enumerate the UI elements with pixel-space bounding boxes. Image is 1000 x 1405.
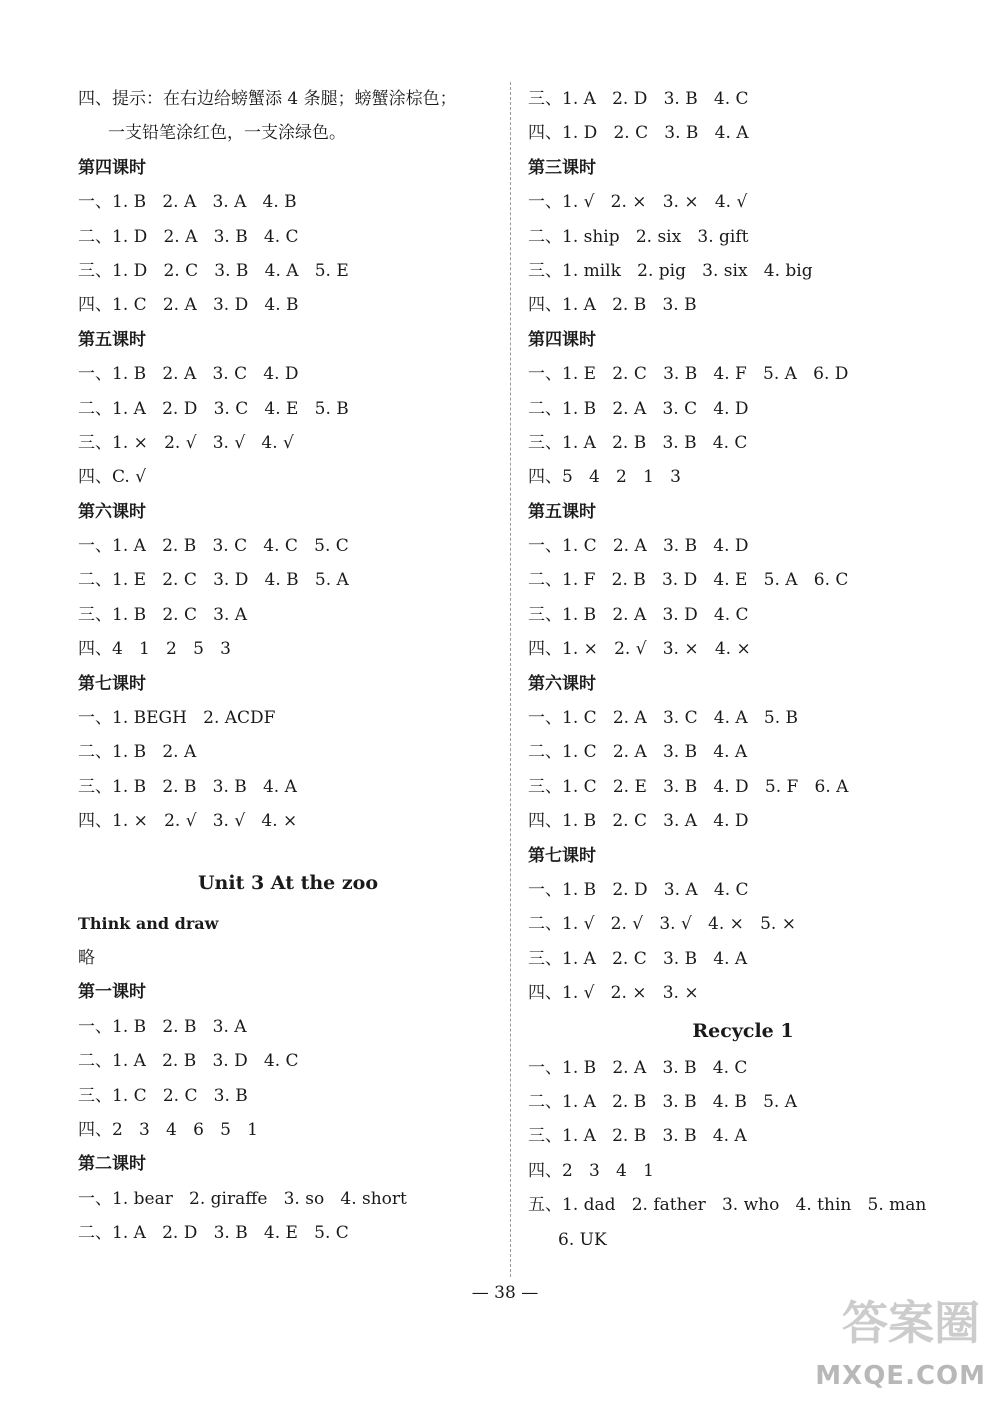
answer-line: 四、1. × 2. √ 3. √ 4. ×	[78, 811, 298, 832]
answer-line: 二、1. F 2. B 3. D 4. E 5. A 6. C	[528, 570, 849, 591]
answer-line: 6. UK	[558, 1229, 607, 1250]
answer-line: 四、4 1 2 5 3	[78, 639, 231, 660]
lesson-6-title: 第六课时	[528, 673, 596, 694]
lesson-4-title: 第四课时	[78, 157, 146, 178]
lesson-5-title: 第五课时	[528, 501, 596, 522]
column-divider	[510, 82, 511, 1277]
answer-line: 一、1. bear 2. giraffe 3. so 4. short	[78, 1188, 407, 1209]
answer-line: 一、1. √ 2. × 3. × 4. √	[528, 192, 748, 213]
answer-line: 四、1. × 2. √ 3. × 4. ×	[528, 639, 751, 660]
answer-line: 二、1. A 2. D 3. C 4. E 5. B	[78, 398, 349, 419]
watermark-text: MXQE.COM	[815, 1361, 986, 1391]
answer-line: 三、1. A 2. D 3. B 4. C	[528, 89, 749, 109]
recycle-title: Recycle 1	[692, 1019, 794, 1042]
answer-line: 三、1. B 2. A 3. D 4. C	[528, 604, 749, 625]
answer-line: 三、1. D 2. C 3. B 4. A 5. E	[78, 260, 349, 281]
answer-line: 二、1. A 2. B 3. D 4. C	[78, 1051, 299, 1072]
answer-line: 四、5 4 2 1 3	[528, 467, 681, 488]
answer-line: 二、1. A 2. B 3. B 4. B 5. A	[528, 1091, 797, 1112]
answer-line: 二、1. B 2. A 3. C 4. D	[528, 398, 749, 419]
answer-line: 一、1. B 2. A 3. C 4. D	[78, 364, 299, 385]
answer-line: 四、1. A 2. B 3. B	[528, 295, 697, 316]
answer-line: 二、1. D 2. A 3. B 4. C	[78, 226, 299, 247]
think-and-draw-body: 略	[78, 947, 95, 968]
answer-line: 三、1. C 2. E 3. B 4. D 5. F 6. A	[528, 776, 849, 797]
answer-line: 一、1. B 2. D 3. A 4. C	[528, 879, 749, 900]
watermark	[776, 1287, 986, 1397]
answer-line: 二、1. A 2. D 3. B 4. E 5. C	[78, 1223, 349, 1244]
answer-line: 二、1. E 2. C 3. D 4. B 5. A	[78, 570, 349, 591]
answer-line: 二、1. C 2. A 3. B 4. A	[528, 742, 748, 763]
answer-line: 三、1. B 2. C 3. A	[78, 604, 248, 625]
answer-line: 四、C. √	[78, 467, 147, 488]
right-column	[528, 82, 958, 1257]
answer-line: 四、1. C 2. A 3. D 4. B	[78, 295, 299, 316]
lesson-2-title: 第二课时	[78, 1154, 146, 1175]
answer-line: 四、2 3 4 6 5 1	[78, 1119, 258, 1140]
hint-line-2: 一支铅笔涂红色，一支涂绿色。	[108, 123, 346, 144]
think-and-draw-title: Think and draw	[78, 913, 219, 933]
answer-line: 二、1. ship 2. six 3. gift	[528, 226, 749, 247]
lesson-6-title: 第六课时	[78, 501, 146, 522]
answer-line: 一、1. BEGH 2. ACDF	[78, 708, 276, 729]
answer-line: 五、1. dad 2. father 3. who 4. thin 5. man	[528, 1195, 927, 1216]
answer-line: 三、1. milk 2. pig 3. six 4. big	[528, 260, 813, 281]
answer-line: 三、1. A 2. C 3. B 4. A	[528, 948, 748, 969]
answer-line: 一、1. E 2. C 3. B 4. F 5. A 6. D	[528, 364, 849, 385]
answer-line: 一、1. B 2. A 3. B 4. C	[528, 1057, 748, 1078]
answer-line: 一、1. C 2. A 3. B 4. D	[528, 536, 749, 557]
lesson-4-title: 第四课时	[528, 329, 596, 350]
answer-line: 一、1. B 2. A 3. A 4. B	[78, 192, 297, 213]
answer-line: 三、1. C 2. C 3. B	[78, 1085, 248, 1106]
answer-line: 三、1. B 2. B 3. B 4. A	[78, 776, 297, 797]
lesson-3-title: 第三课时	[528, 157, 596, 178]
hint-line-1: 四、提示：在右边给螃蟹添 4 条腿；螃蟹涂棕色；	[78, 89, 457, 109]
left-column	[78, 82, 498, 1251]
unit-title: Unit 3 At the zoo	[197, 871, 379, 894]
answer-line: 三、1. × 2. √ 3. √ 4. √	[78, 432, 294, 453]
answer-line: 二、1. B 2. A	[78, 742, 197, 763]
lesson-1-title: 第一课时	[78, 982, 146, 1003]
answer-line: 四、2 3 4 1	[528, 1160, 654, 1181]
answer-line: 一、1. A 2. B 3. C 4. C 5. C	[78, 536, 349, 557]
watermark-logo: 答案圈	[842, 1296, 980, 1350]
page-number: — 38 —	[471, 1283, 539, 1303]
answer-line: 二、1. √ 2. √ 3. √ 4. × 5. ×	[528, 914, 796, 935]
answer-line: 三、1. A 2. B 3. B 4. A	[528, 1126, 747, 1147]
lesson-5-title: 第五课时	[78, 329, 146, 350]
answer-line: 四、1. B 2. C 3. A 4. D	[528, 811, 749, 832]
answer-line: 四、1. D 2. C 3. B 4. A	[528, 123, 749, 144]
answer-line: 一、1. C 2. A 3. C 4. A 5. B	[528, 708, 799, 729]
answer-line: 三、1. A 2. B 3. B 4. C	[528, 432, 748, 453]
answer-line: 四、1. √ 2. × 3. ×	[528, 983, 699, 1004]
lesson-7-title: 第七课时	[78, 673, 146, 694]
lesson-7-title: 第七课时	[528, 845, 596, 866]
answer-line: 一、1. B 2. B 3. A	[78, 1016, 247, 1037]
